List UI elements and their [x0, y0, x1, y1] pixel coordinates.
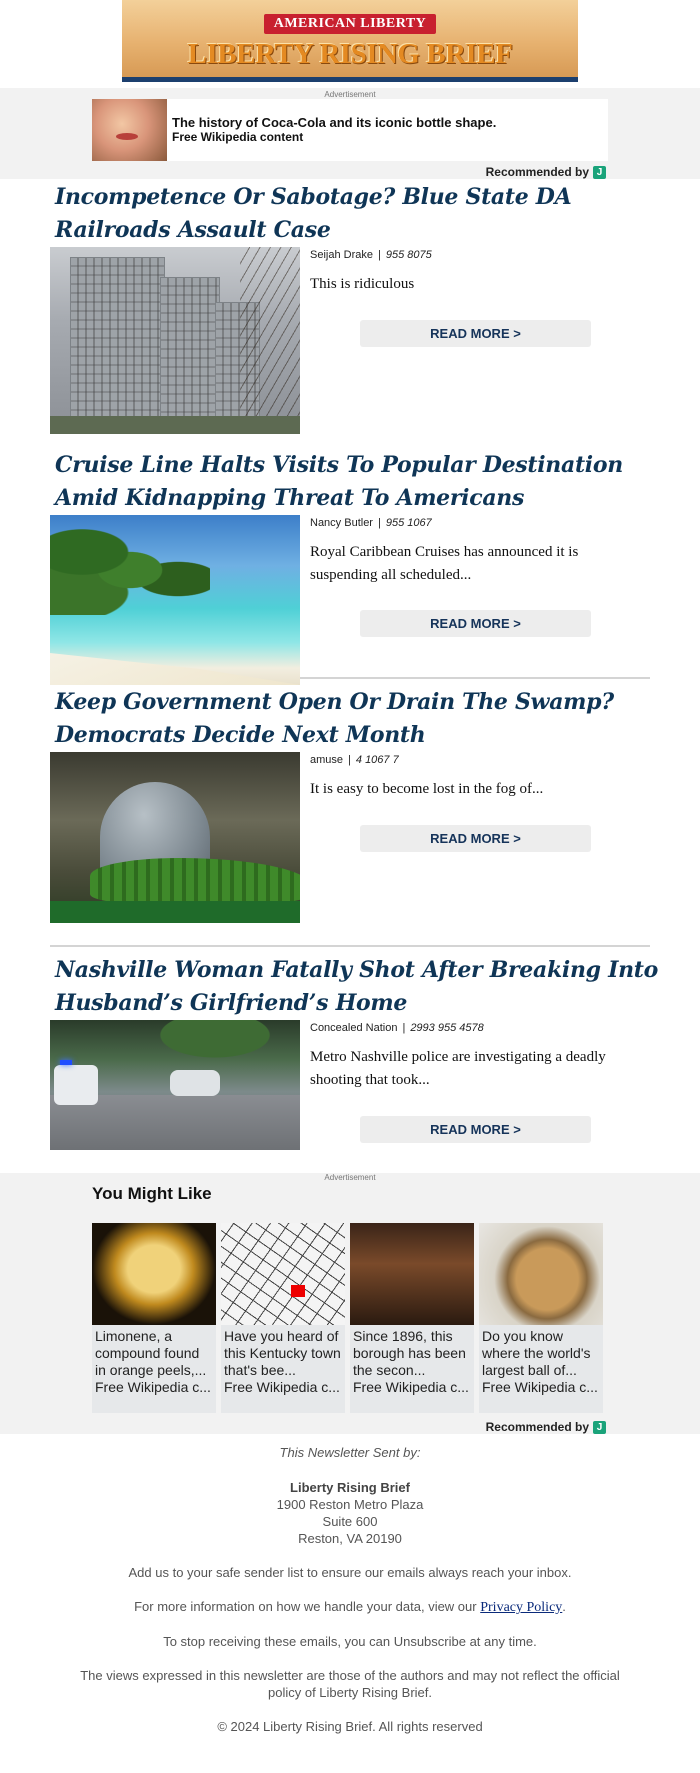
- article-item: [0, 423, 700, 677]
- sent-by-label: This Newsletter Sent by:: [279, 1445, 421, 1460]
- advertisement-label: Advertisement: [324, 90, 376, 99]
- article-stats: 955 8075: [385, 249, 432, 261]
- sender-address: [0, 1479, 700, 1547]
- newsletter-footer: [0, 1434, 700, 1735]
- you-might-like-title: You Might Like: [92, 1184, 212, 1203]
- recommended-by[interactable]: Recommended by J: [486, 165, 606, 179]
- recommended-by[interactable]: Recommended by J: [486, 1420, 606, 1434]
- article-item: [0, 947, 700, 1173]
- article-title[interactable]: Keep Government Open Or Drain The Swamp? Democrats Decide Next Month: [55, 689, 614, 748]
- card-headline[interactable]: Limonene, a compound found in orange peels,...: [95, 1328, 207, 1378]
- advertisement-label: Advertisement: [324, 1173, 376, 1182]
- address-line: Suite 600: [322, 1514, 378, 1529]
- read-more-button[interactable]: READ MORE >: [360, 320, 591, 347]
- privacy-note: For more information on how we handle your data, view our Privacy Policy.: [134, 1599, 566, 1615]
- newsletter-header: [0, 0, 700, 88]
- card-source: Free Wikipedia c...: [353, 1379, 469, 1395]
- address-line: 1900 Reston Metro Plaza: [276, 1497, 424, 1512]
- ad-thumbnail[interactable]: [92, 99, 167, 161]
- card-image[interactable]: [350, 1223, 474, 1325]
- you-might-like-block: [0, 1173, 700, 1434]
- article-byline: Nancy Butler | 955 1067: [310, 517, 432, 529]
- article-title[interactable]: Incompetence Or Sabotage? Blue State DA Railroads Assault Case: [55, 184, 572, 243]
- recommender-logo-icon: J: [593, 166, 606, 179]
- ad-source: Free Wikipedia content: [172, 130, 304, 144]
- card-image[interactable]: [221, 1223, 345, 1325]
- author-name: Seijah Drake: [310, 249, 373, 261]
- article-item: [0, 179, 700, 423]
- sender-brand: Liberty Rising Brief: [290, 1480, 410, 1495]
- article-title[interactable]: Nashville Woman Fatally Shot After Breaking Into Husband’s Girlfriend’s Home: [55, 957, 659, 1016]
- article-teaser: Royal Caribbean Cruises has announced it is suspending all scheduled...: [310, 544, 579, 583]
- article-item: [0, 679, 700, 945]
- card-headline[interactable]: Do you know where the world's largest ball of...: [482, 1328, 591, 1378]
- article-title[interactable]: Cruise Line Halts Visits To Popular Destination Amid Kidnapping Threat To Americans: [55, 452, 623, 511]
- article-teaser: This is ridiculous: [310, 276, 415, 292]
- recommendation-card[interactable]: [350, 1223, 474, 1413]
- card-source: Free Wikipedia c...: [95, 1379, 211, 1395]
- safe-sender-note: Add us to your safe sender list to ensure our emails always reach your inbox.: [128, 1565, 572, 1580]
- article-thumbnail[interactable]: [50, 247, 300, 434]
- ad-headline[interactable]: The history of Coca-Cola and its iconic bottle shape.: [172, 115, 497, 130]
- article-stats: 955 1067: [385, 517, 432, 529]
- recommendation-cards: [92, 1223, 603, 1413]
- copyright: © 2024 Liberty Rising Brief. All rights reserved: [217, 1719, 483, 1734]
- card-image[interactable]: [479, 1223, 603, 1325]
- article-thumbnail[interactable]: [50, 752, 300, 923]
- read-more-button[interactable]: READ MORE >: [360, 1116, 591, 1143]
- recommendation-card[interactable]: [479, 1223, 603, 1413]
- logo-top-text: AMERICAN LIBERTY: [264, 14, 437, 34]
- header-logo-banner[interactable]: [122, 0, 578, 82]
- read-more-button[interactable]: READ MORE >: [360, 610, 591, 637]
- privacy-policy-link[interactable]: Privacy Policy: [480, 1600, 563, 1615]
- logo-title: LIBERTY RISING BRIEF: [187, 38, 513, 70]
- article-byline: amuse | 4 1067 7: [310, 754, 399, 766]
- card-source: Free Wikipedia c...: [482, 1379, 598, 1395]
- disclaimer: The views expressed in this newsletter are those of the authors and may not reflect the official policy of Liberty Rising Brief.: [80, 1668, 620, 1700]
- card-headline[interactable]: Have you heard of this Kentucky town that's bee...: [224, 1328, 341, 1378]
- read-more-button[interactable]: READ MORE >: [360, 825, 591, 852]
- author-name: Concealed Nation: [310, 1022, 398, 1034]
- article-thumbnail[interactable]: [50, 1020, 300, 1150]
- recommender-logo-icon: J: [593, 1421, 606, 1434]
- card-image[interactable]: [92, 1223, 216, 1325]
- author-name: Nancy Butler: [310, 517, 373, 529]
- address-line: Reston, VA 20190: [298, 1531, 402, 1546]
- article-stats: 2993 955 4578: [410, 1022, 484, 1034]
- article-teaser: It is easy to become lost in the fog of...: [310, 781, 544, 797]
- top-ad-block: [0, 88, 700, 179]
- recommendation-card[interactable]: [92, 1223, 216, 1413]
- article-stats: 4 1067 7: [355, 754, 399, 766]
- article-thumbnail[interactable]: [50, 515, 300, 685]
- article-byline: Seijah Drake | 955 8075: [310, 249, 432, 261]
- card-headline[interactable]: Since 1896, this borough has been the secon...: [353, 1328, 466, 1378]
- article-teaser: Metro Nashville police are investigating a deadly shooting that took...: [310, 1049, 606, 1088]
- recommendation-card[interactable]: [221, 1223, 345, 1413]
- article-byline: Concealed Nation | 2993 955 4578: [310, 1022, 484, 1034]
- unsubscribe-note: To stop receiving these emails, you can Unsubscribe at any time.: [163, 1634, 537, 1649]
- ad-card[interactable]: [92, 99, 608, 161]
- author-name: amuse: [310, 754, 344, 766]
- card-source: Free Wikipedia c...: [224, 1379, 340, 1395]
